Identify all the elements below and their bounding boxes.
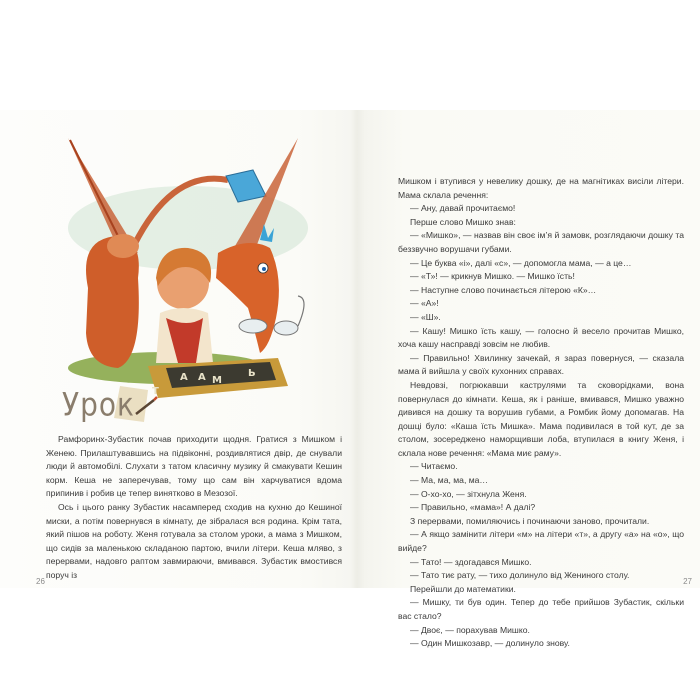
paragraph: — Тато тиє рату, — тихо долинуло від Жениного столу.: [410, 570, 630, 581]
book-gutter: [350, 110, 364, 588]
page-number-right: 27: [683, 577, 692, 586]
paragraph: — Один Мишкозавр, — долинуло знову.: [410, 638, 570, 649]
paragraph: — Читаємо.: [410, 461, 458, 472]
paragraph: — Мишку, ти був один. Тепер до тебе прийшов Зубастик, скільки вас стало?: [398, 597, 684, 621]
paragraph: Невдовзі, погрюкавши каструлями та сковорідками, вона повернулася до кімнати. Кеша, як і раніше, вмивався, Мишко уважно дивився на дошку та ворушив губами, а Ромбик йому допомагав. На дошці було: «Каша їсть Мишка». Мама подивилася в той кут, де за столом, зосереджено наморщивши лоба, втупилася в книгу Женя, і склала нове речення: «Мама миє раму».: [398, 379, 684, 458]
paragraph: — Правильно! Хвилинку зачекай, я зараз повернуся, — сказала мама й вийшла у своїх кухонних справах.: [398, 352, 684, 377]
paragraph: — «Мишко», — назвав він своє ім’я й замовк, розглядаючи дошку та беззвучно ворушачи губами.: [398, 230, 684, 254]
paragraph: — «Ш».: [410, 311, 441, 322]
paragraph: — Правильно, «мама»! А далі?: [410, 502, 536, 513]
chapter-title: Урок: [62, 385, 135, 424]
paragraph: Ось і цього ранку Зубастик насамперед сходив на кухню до Кешиної миски, а потім повернувся в кімнату, де зібралася вся родина. Крім тата, який пішов на роботу. Женя готувала за столом уроки, а мама з Мишком, що сидів за маленькою складаною партою, вчили літери. Кеша мляво, з перервами, надовго раптом завмираючи, вмивався. Зубастик вмостився поруч із: [46, 501, 342, 580]
paragraph: Мишком і втупився у невелику дошку, де на магнітиках висіли літери. Мама склала речення:: [398, 176, 684, 200]
page-number-left: 26: [36, 577, 45, 586]
right-page: [364, 110, 700, 649]
svg-text:М: М: [212, 375, 222, 386]
paragraph: — Ану, давай прочитаємо!: [410, 203, 516, 214]
book-spread: [0, 110, 700, 649]
paragraph: Перше слово Мишко знав:: [410, 216, 516, 227]
left-page: [0, 110, 350, 588]
paragraph: — А якщо замінити літери «м» на літери «т», а другу «а» на «о», що вийде?: [398, 529, 684, 554]
paragraph: — Двоє, — порахував Мишко.: [410, 624, 530, 635]
paragraph: — Кашу! Мишко їсть кашу, — голосно й весело прочитав Мишко, хоча кашу насправді зовсім не любив.: [398, 325, 684, 350]
svg-text:Ь: Ь: [248, 368, 256, 379]
chapter-heading: [58, 382, 168, 426]
paragraph: — О-хо-хо, — зітхнула Женя.: [410, 488, 527, 499]
left-page-text: [46, 433, 342, 583]
right-page-text: [398, 175, 684, 651]
paragraph: — «Т»! — крикнув Мишко. — Мишко їсть!: [410, 271, 575, 282]
paragraph: — Наступне слово починається літерою «К»…: [410, 284, 597, 295]
paragraph: З перервами, помиляючись і починаючи заново, прочитали.: [410, 515, 650, 526]
svg-text:Т: Т: [152, 386, 159, 397]
paragraph: — Це буква «і», далі «с», — допомогла мама, — а це…: [410, 257, 632, 268]
paragraph: Рамфоринх-Зубастик почав приходити щодня. Гратися з Мишком і Женею. Прилаштувавшись на підвіконні, роздивлятися двір, де снували люди й автомобілі. Слухати з татом класичну музику й смакувати Кешин корм. Кеша не заперечував, тому що сам він харчуватися вдома припинив і робив це тепер винятково в Мезозої.: [46, 434, 342, 499]
svg-text:А: А: [198, 372, 206, 383]
paragraph: — «А»!: [410, 298, 439, 309]
illustration-boy-and-pterosaurs: [48, 118, 308, 418]
svg-text:А: А: [180, 372, 188, 383]
paragraph: — Ма, ма, ма, ма…: [410, 475, 488, 486]
paragraph: Перейшли до математики.: [410, 583, 516, 594]
paragraph: — Тато! — здогадався Мишко.: [410, 556, 532, 567]
